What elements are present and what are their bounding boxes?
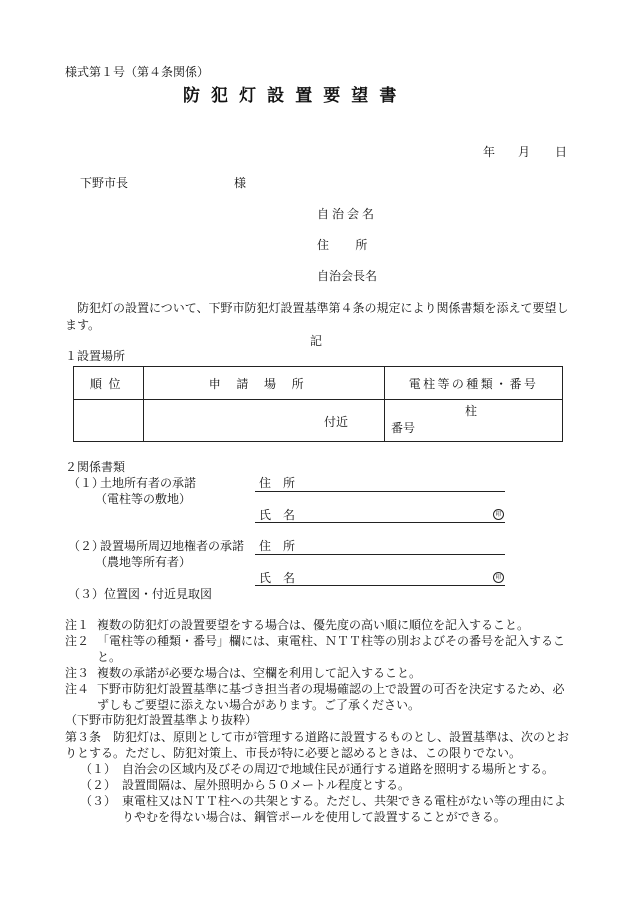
place-cell[interactable] — [144, 400, 385, 442]
note-1 — [65, 617, 570, 633]
item2-number: （２） — [68, 539, 105, 553]
excerpt-item-2-number: （２） — [80, 778, 117, 792]
pole-cell[interactable] — [385, 400, 563, 442]
excerpt-item-2 — [80, 777, 570, 793]
item1-name-label: 氏 名 — [259, 508, 296, 522]
item3-label: （３）位置図・付近見取図 — [68, 587, 213, 601]
item2-name-label: 氏 名 — [259, 571, 296, 585]
excerpt-item-3-text: 東電柱又はＮＴＴ柱への共架とする。ただし、共架できる電柱がない等の理由によりやむを得ない場合は、鋼管ポールを使用して設置することができる。 — [122, 794, 567, 824]
note-4-text: 下野市防犯灯設置基準に基づき担当者の現場確認の上で設置の可否を決定するため、必ずしもご要望に添えない場合があります。ご了承ください。 — [97, 682, 565, 712]
col-rank-header — [74, 367, 144, 400]
item1-address-line — [255, 491, 505, 492]
item1-sub: （電柱等の敷地） — [95, 492, 192, 506]
form-number: 様式第１号（第４条関係） — [65, 65, 210, 79]
table-header-row — [74, 367, 563, 400]
item2-name-line — [255, 585, 505, 586]
vicinity-label: 付近 — [324, 415, 349, 429]
article-3 — [65, 729, 570, 761]
pole-type-label: 柱 — [465, 404, 478, 418]
note-3-text: 複数の承諾が必要な場合は、空欄を利用して記入すること。 — [97, 666, 422, 680]
request-text: 防犯灯の設置について、下野市防犯灯設置基準第４条の規定により関係書類を添えて要望します。 — [65, 301, 569, 332]
item2-label: 設置場所周辺地権者の承諾 — [100, 539, 245, 553]
item2-sub: （農地等所有者） — [95, 555, 192, 569]
col-place-header — [144, 367, 385, 400]
item1-name-line — [255, 522, 505, 523]
table-row — [74, 400, 563, 442]
location-table — [73, 366, 563, 442]
item1-label: 土地所有者の承諾 — [100, 476, 197, 490]
article-3-head: 第３条 — [65, 730, 102, 744]
page-title: 防犯灯設置要望書 — [183, 86, 408, 106]
date-month-label: 月 — [518, 145, 531, 159]
col-pole-label: 電柱等の種類・番号 — [408, 376, 539, 391]
date-year-label: 年 — [483, 145, 496, 159]
article-3-text: 防犯灯は、原則として市が管理する道路に設置するものとし、設置基準は、次のとおりとする。ただし、防犯対策上、市長が特に必要と認めるときは、この限りでない。 — [65, 730, 570, 760]
excerpt-item-1 — [80, 761, 570, 777]
note-2-head: 注２ — [65, 634, 90, 648]
col-rank-label: 順位 — [89, 376, 128, 391]
assoc-name-label: 自治会名 — [317, 207, 378, 221]
col-pole-header — [385, 367, 563, 400]
col-place-label: 申請場所 — [208, 376, 320, 391]
note-2-text: 「電柱等の種類・番号」欄には、東電柱、ＮＴＴ柱等の別およびその番号を記入すること。 — [97, 634, 566, 664]
excerpt-item-2-text: 設置間隔は、屋外照明から５０メートル程度とする。 — [122, 778, 411, 792]
item2-address-label: 住 所 — [259, 539, 296, 553]
note-3-head: 注３ — [65, 666, 90, 680]
excerpt-item-3-number: （３） — [80, 794, 117, 808]
head-name-label: 自治会長名 — [317, 269, 378, 283]
note-2 — [65, 633, 570, 665]
excerpt-item-1-text: 自治会の区域内及びその周辺で地域住民が通行する道路を照明する場所とする。 — [122, 762, 555, 776]
note-4 — [65, 681, 570, 713]
honorific: 様 — [234, 176, 247, 190]
item1-address-label: 住 所 — [259, 476, 296, 490]
pole-number-label: 番号 — [391, 421, 416, 435]
section1-heading: １設置場所 — [65, 349, 126, 363]
excerpt-label: （下野市防犯灯設置基準より抜粋） — [65, 713, 258, 727]
note-4-head: 注４ — [65, 682, 90, 696]
address-label: 住所 — [317, 238, 394, 252]
note-1-text: 複数の防犯灯の設置要望をする場合は、優先度の高い順に順位を記入すること。 — [97, 618, 530, 632]
date-day-label: 日 — [555, 145, 568, 159]
addressee: 下野市長 — [80, 176, 129, 190]
item2-address-line — [255, 554, 505, 555]
item2-seal-icon: 印 — [493, 572, 504, 583]
ki-mark: 記 — [310, 334, 323, 348]
excerpt-item-3 — [80, 793, 570, 825]
note-1-head: 注１ — [65, 618, 90, 632]
item1-number: （１） — [68, 476, 105, 490]
note-3 — [65, 665, 570, 681]
rank-cell[interactable] — [74, 400, 144, 442]
excerpt-item-1-number: （１） — [80, 762, 117, 776]
item1-seal-icon: 印 — [493, 509, 504, 520]
section2-heading: ２関係書類 — [65, 460, 126, 474]
